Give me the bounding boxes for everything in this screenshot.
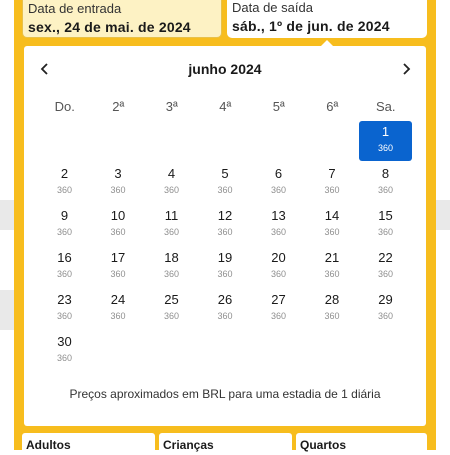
- calendar-day[interactable]: [359, 163, 412, 203]
- day-number: 11: [164, 208, 179, 223]
- day-price: 360: [270, 227, 287, 237]
- day-number: 4: [167, 166, 176, 181]
- day-price: 360: [56, 269, 73, 279]
- weekday-label: 3ª: [165, 99, 178, 114]
- calendar-day[interactable]: [306, 289, 359, 329]
- calendar-day[interactable]: [199, 247, 252, 287]
- calendar-day[interactable]: [38, 331, 91, 371]
- day-number: 14: [324, 208, 340, 223]
- calendar-day[interactable]: [252, 289, 305, 329]
- day-number: 21: [324, 250, 340, 265]
- day-number: 25: [164, 292, 179, 307]
- calendar-day[interactable]: [252, 247, 305, 287]
- day-price: 360: [377, 227, 394, 237]
- day-number: 24: [110, 292, 126, 307]
- day-price: 360: [163, 311, 180, 321]
- day-number: 15: [378, 208, 393, 223]
- day-number: 27: [271, 292, 286, 307]
- month-title: junho 2024: [188, 61, 262, 77]
- day-price: 360: [110, 185, 126, 195]
- day-price: 360: [324, 227, 340, 237]
- calendar-day[interactable]: [145, 247, 198, 287]
- day-number: 10: [110, 208, 126, 223]
- background-panel-left-lower: [0, 290, 14, 330]
- day-price: 360: [110, 311, 126, 321]
- day-price: 360: [163, 227, 180, 237]
- day-number: 2: [60, 166, 69, 181]
- checkout-value: sáb., 1º de jun. de 2024: [232, 18, 390, 34]
- day-price: 360: [377, 269, 394, 279]
- day-number: 20: [271, 250, 286, 265]
- day-price: 360: [217, 311, 233, 321]
- calendar-day[interactable]: [306, 247, 359, 287]
- day-number: 12: [217, 208, 233, 223]
- calendar-day[interactable]: [92, 205, 145, 245]
- checkout-label: Data de saída: [232, 0, 313, 15]
- calendar-day[interactable]: [199, 289, 252, 329]
- day-number: 18: [164, 250, 179, 265]
- calendar-day[interactable]: [359, 205, 412, 245]
- checkout-field[interactable]: [227, 0, 427, 38]
- day-price: 360: [217, 227, 233, 237]
- day-price: 360: [163, 185, 180, 195]
- calendar-day[interactable]: [359, 247, 412, 287]
- calendar-day[interactable]: [306, 205, 359, 245]
- children-field[interactable]: Crianças: [159, 433, 292, 455]
- calendar-day[interactable]: [38, 163, 91, 203]
- calendar-day[interactable]: [145, 289, 198, 329]
- day-number: 22: [378, 250, 393, 265]
- calendar-day[interactable]: [145, 205, 198, 245]
- day-price: 360: [324, 311, 340, 321]
- day-price: 360: [56, 353, 73, 363]
- day-price: 360: [324, 185, 340, 195]
- day-price: 360: [56, 311, 73, 321]
- popup-caret: [320, 40, 334, 47]
- day-price: 360: [56, 227, 73, 237]
- weekday-label: Sa.: [375, 99, 396, 114]
- chevron-right-icon: [399, 62, 413, 76]
- calendar-day[interactable]: [92, 163, 145, 203]
- day-number: 26: [217, 292, 233, 307]
- day-price: 360: [377, 143, 394, 153]
- day-price: 360: [217, 269, 233, 279]
- calendar-day[interactable]: [145, 163, 198, 203]
- day-number: 13: [271, 208, 286, 223]
- day-number: 5: [221, 166, 229, 181]
- price-footnote: Preços aproximados em BRL para uma estadia de 1 diária: [69, 387, 381, 401]
- day-price: 360: [377, 311, 394, 321]
- day-price: 360: [324, 269, 340, 279]
- day-price: 360: [110, 269, 126, 279]
- calendar-day[interactable]: [38, 205, 91, 245]
- day-price: 360: [56, 185, 73, 195]
- adults-field[interactable]: Adultos: [22, 433, 155, 455]
- day-number: 1: [381, 124, 390, 139]
- day-number: 16: [57, 250, 72, 265]
- checkin-field[interactable]: [22, 0, 222, 38]
- calendar-day[interactable]: [92, 247, 145, 287]
- day-number: 19: [217, 250, 233, 265]
- weekday-label: Do.: [54, 99, 75, 114]
- day-price: 360: [217, 185, 233, 195]
- calendar-day[interactable]: [199, 205, 252, 245]
- day-price: 360: [110, 227, 126, 237]
- calendar-day-selected[interactable]: [359, 121, 412, 161]
- weekday-label: 6ª: [326, 99, 339, 114]
- day-number: 28: [324, 292, 340, 307]
- day-number: 30: [57, 334, 72, 349]
- day-price: 360: [270, 311, 287, 321]
- day-number: 7: [328, 166, 336, 181]
- day-number: 23: [57, 292, 72, 307]
- weekday-label: 2ª: [112, 99, 125, 114]
- day-price: 360: [270, 269, 287, 279]
- background-panel-right: [436, 200, 450, 230]
- calendar-day[interactable]: [38, 289, 91, 329]
- day-number: 3: [114, 166, 122, 181]
- weekday-label: 4ª: [219, 99, 232, 114]
- calendar-day[interactable]: [92, 289, 145, 329]
- day-price: 360: [163, 269, 180, 279]
- day-number: 17: [110, 250, 126, 265]
- day-price: 360: [270, 185, 287, 195]
- weekday-label: 5ª: [272, 99, 285, 114]
- day-number: 8: [381, 166, 390, 181]
- calendar-day[interactable]: [252, 205, 305, 245]
- day-number: 29: [378, 292, 393, 307]
- day-price: 360: [377, 185, 394, 195]
- background-panel-left: [0, 200, 14, 230]
- rooms-field[interactable]: Quartos: [296, 433, 427, 455]
- calendar-day[interactable]: [359, 289, 412, 329]
- calendar-day[interactable]: [38, 247, 91, 287]
- checkin-value: sex., 24 de mai. de 2024: [28, 19, 191, 35]
- day-number: 6: [274, 166, 283, 181]
- calendar-day[interactable]: [306, 163, 359, 203]
- calendar-day[interactable]: [199, 163, 252, 203]
- checkin-label: Data de entrada: [28, 1, 122, 16]
- day-number: 9: [60, 208, 69, 223]
- next-month-button[interactable]: [395, 58, 417, 80]
- calendar-day[interactable]: [252, 163, 305, 203]
